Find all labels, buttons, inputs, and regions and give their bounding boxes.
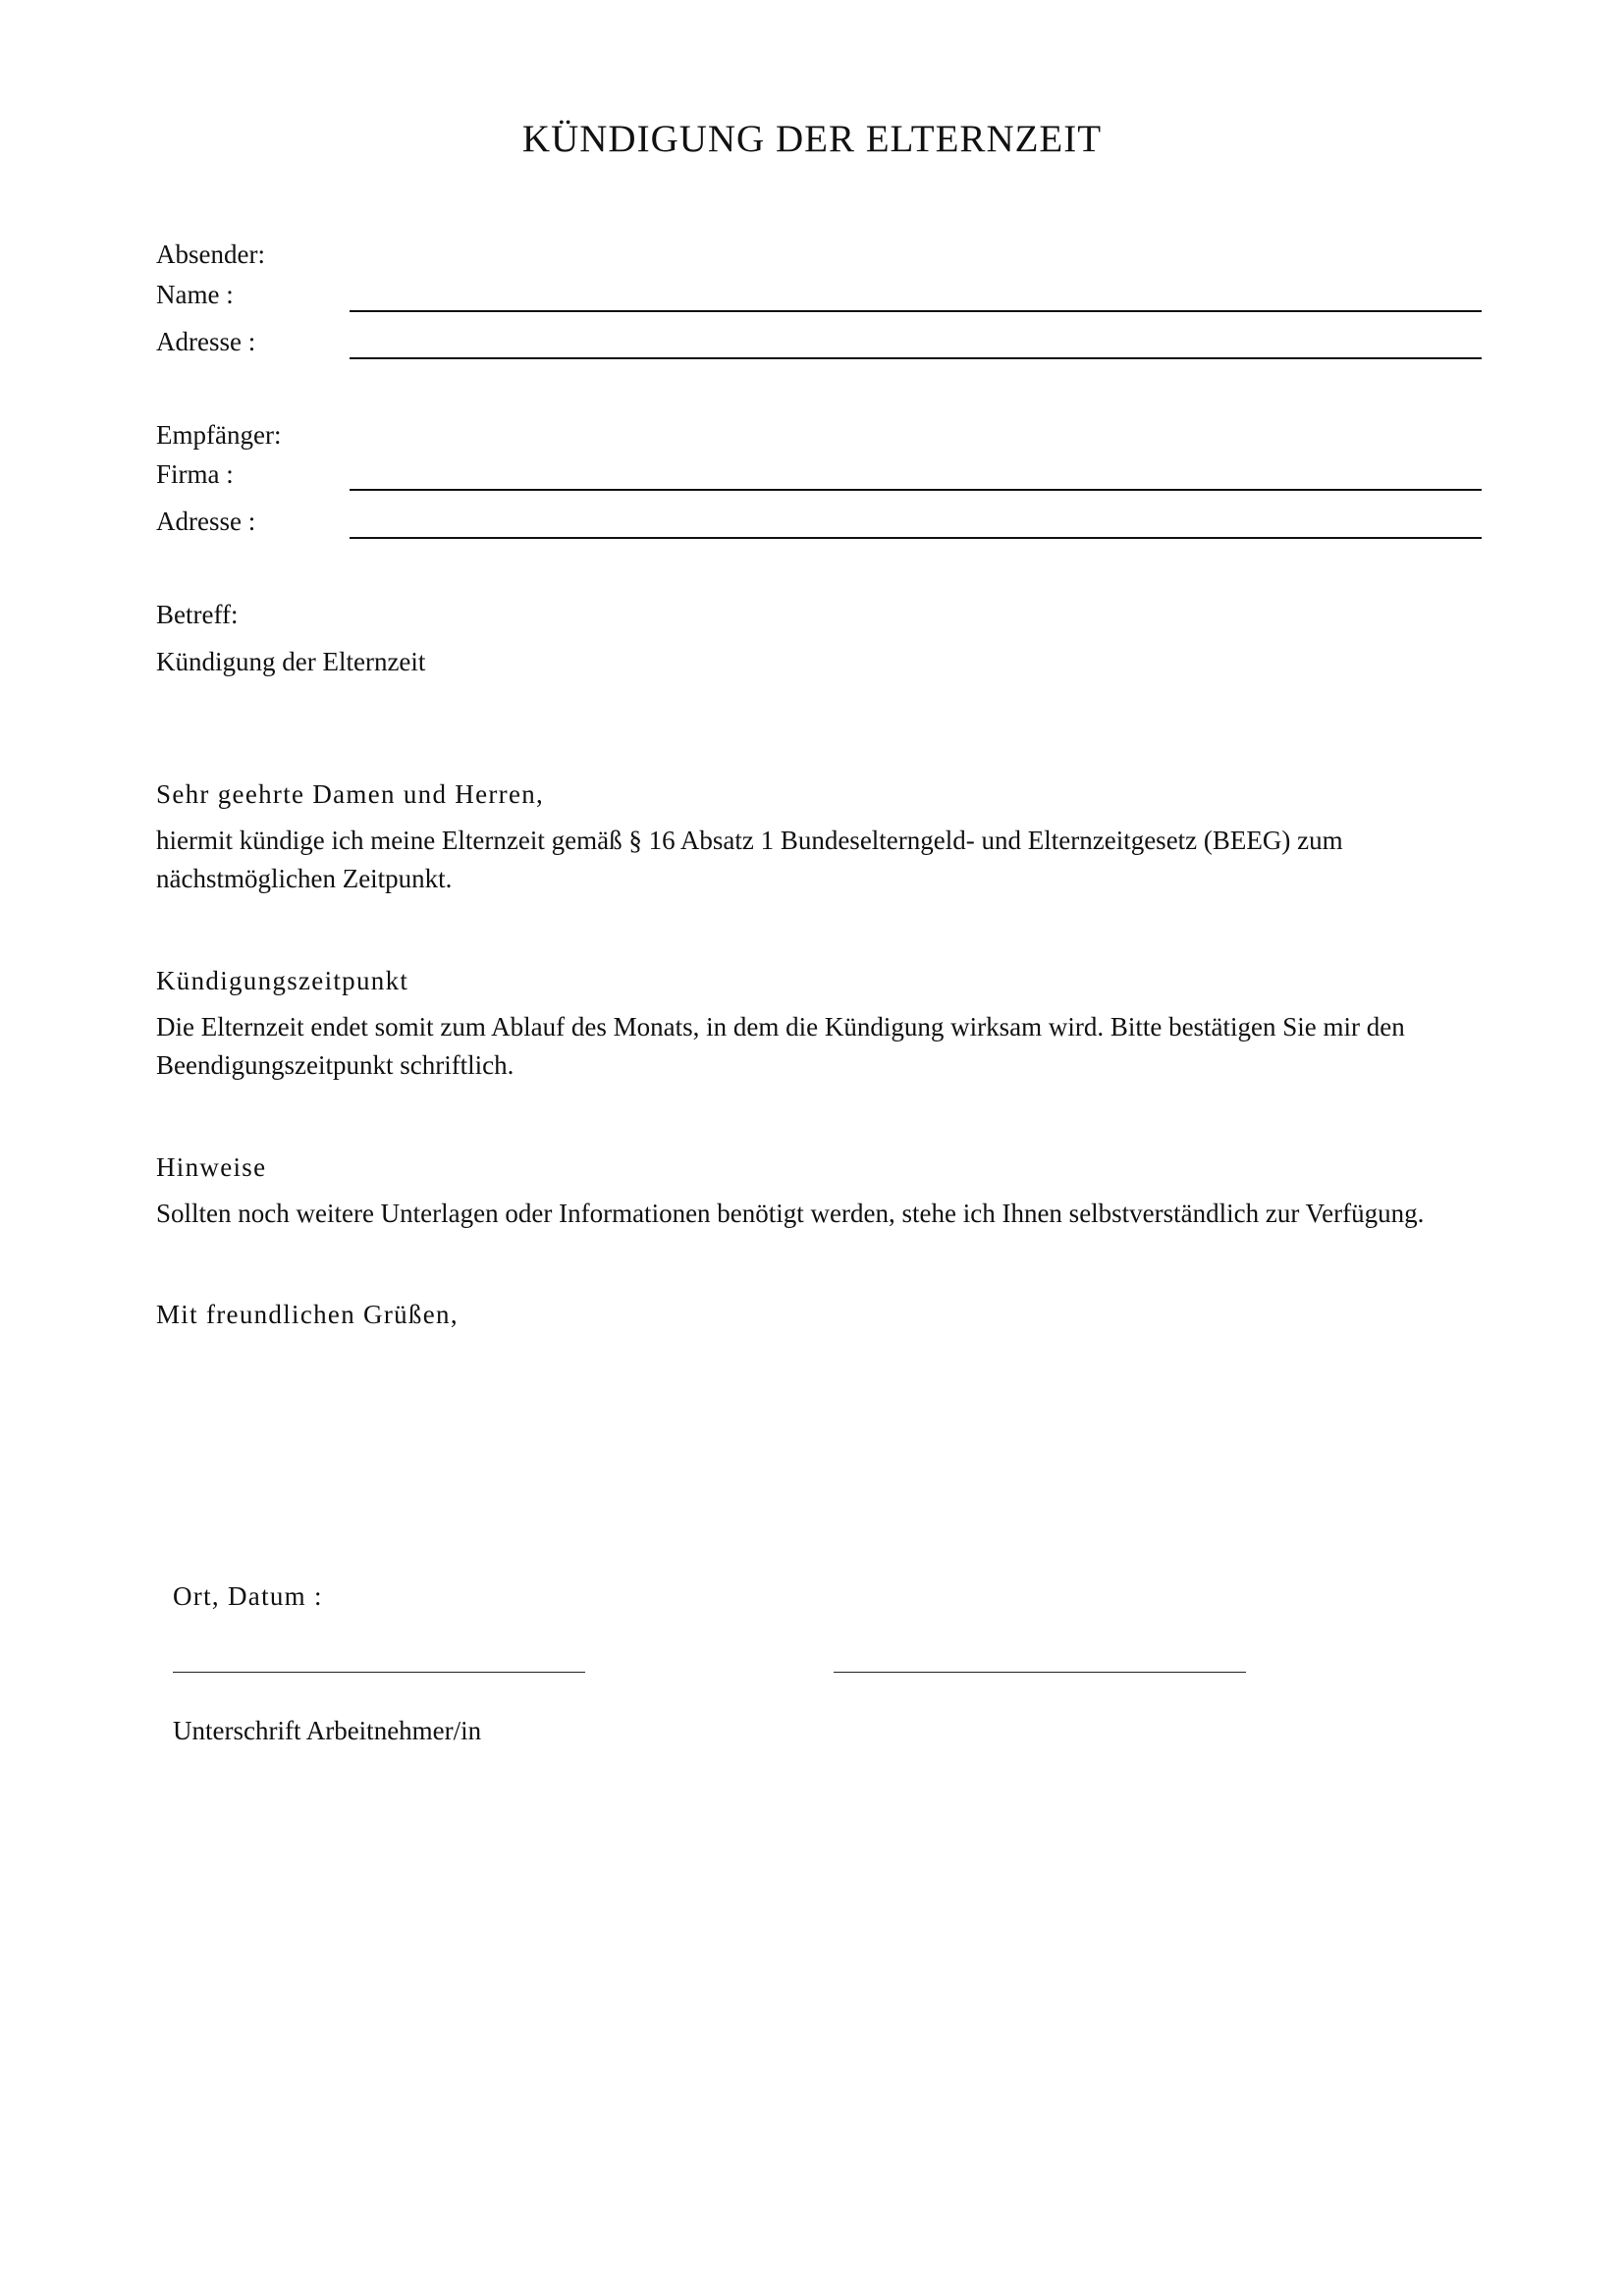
closing: Mit freundlichen Grüßen,: [156, 1300, 459, 1329]
subject-label: Betreff:: [156, 600, 239, 629]
notes-text: Sollten noch weitere Unterlagen oder Informationen benötigt werden, stehe ich Ihnen selbstverständlich zur Verfügung.: [156, 1199, 1425, 1228]
recipient-address-label: Adresse :: [156, 507, 256, 536]
recipient-company-line[interactable]: [350, 489, 1482, 491]
salutation: Sehr geehrte Damen und Herren,: [156, 779, 545, 809]
termination-line-2: Beendigungszeitpunkt schriftlich.: [156, 1050, 514, 1080]
document-title: KÜNDIGUNG DER ELTERNZEIT: [521, 118, 1103, 160]
notes-heading: Hinweise: [156, 1152, 267, 1182]
sender-name-label: Name :: [156, 280, 234, 309]
sender-heading: Absender:: [156, 240, 265, 269]
place-date-line[interactable]: [173, 1672, 585, 1673]
termination-line-1: Die Elternzeit endet somit zum Ablauf des Monats, in dem die Kündigung wirksam wird. Bitte bestätigen Sie mir den: [156, 1012, 1405, 1041]
sender-name-line[interactable]: [350, 310, 1482, 312]
sender-address-line[interactable]: [350, 357, 1482, 359]
recipient-company-label: Firma :: [156, 459, 234, 489]
termination-heading: Kündigungszeitpunkt: [156, 966, 409, 995]
recipient-heading: Empfänger:: [156, 420, 282, 450]
signature-line[interactable]: [834, 1672, 1246, 1673]
sender-address-label: Adresse :: [156, 327, 256, 356]
intro-line-1: hiermit kündige ich meine Elternzeit gemäß § 16 Absatz 1 Bundeselterngeld- und Elternzeitgesetz (BEEG) zum: [156, 826, 1343, 855]
recipient-address-line[interactable]: [350, 537, 1482, 539]
intro-line-2: nächstmöglichen Zeitpunkt.: [156, 864, 453, 893]
signature-label: Unterschrift Arbeitnehmer/in: [173, 1716, 482, 1745]
place-date-label: Ort, Datum :: [173, 1581, 323, 1611]
subject-text: Kündigung der Elternzeit: [156, 647, 426, 676]
